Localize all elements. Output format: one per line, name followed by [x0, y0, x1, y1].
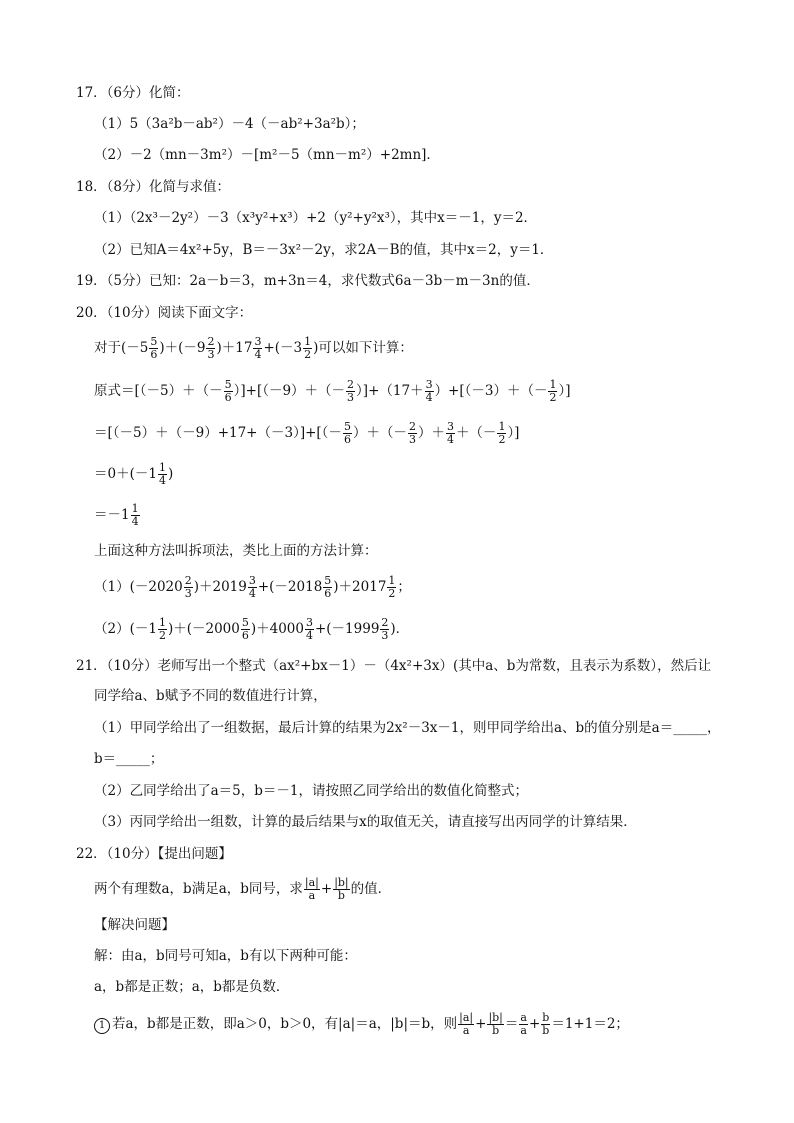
fraction: $\frac{a}{a}$	[520, 1011, 527, 1037]
fraction: $\frac{2}{3}$	[207, 335, 215, 361]
fraction: $\frac{2}{3}$	[408, 420, 416, 446]
fraction: $\frac{5}{6}$	[343, 420, 351, 446]
question-20-step-3: ＝0＋(－1 $\frac{1}{4}$ )	[94, 461, 174, 487]
fraction: $\frac{3}{4}$	[446, 420, 454, 446]
fraction: $\frac{1}{2}$	[549, 378, 557, 404]
question-20-instruction: 上面这种方法叫拆项法，类比上面的方法计算：	[94, 543, 378, 559]
fraction: $\frac{2}{3}$	[381, 616, 389, 642]
question-17-part-1: （1）5（3a²b－ab²）－4（－ab²+3a²b）；	[94, 116, 365, 132]
question-20-part-2: （2）(－1 $\frac{1}{2}$ )＋(－2000 $\frac{5}{6}$ )＋4000 $\frac{3}{4}$ +(－1999 $\frac{2}{3}$ )．	[94, 616, 410, 642]
fraction: $\frac{3}{4}$	[425, 378, 433, 404]
circled-number-1: 1	[94, 1018, 110, 1034]
fraction: $\frac{1}{4}$	[131, 502, 139, 528]
fraction: $\frac{b}{b}$	[542, 1011, 550, 1037]
fraction: $\frac{5}{6}$	[224, 378, 232, 404]
fraction: $\frac{5}{6}$	[241, 616, 249, 642]
question-21-part-3: （3）丙同学给出一组数，计算的最后结果与x的取值无关，请直接写出丙同学的计算结果．	[94, 814, 637, 830]
question-21-intro: 同学给a、b赋予不同的数值进行计算，	[94, 688, 327, 704]
question-18-heading: 18．（8分）化简与求值：	[76, 179, 231, 195]
question-20-step-2: ＝[（－5）＋（－9）+17+（－3）]+[（－ $\frac{5}{6}$ ）＋（－ $\frac{2}{3}$ ）＋ $\frac{3}{4}$ ＋（－ $\frac{1}{2}$ ）]	[94, 420, 520, 446]
question-21-heading: 21．（10分）老师写出一个整式（ax²+bx－1）－（4x²+3x）(其中a、b为常数，且表示为系数），然后让	[76, 658, 712, 674]
fraction: $\frac{5}{6}$	[150, 335, 158, 361]
fraction: $\frac{1}{2}$	[498, 420, 506, 446]
fraction: $\frac{|b|}{b}$	[488, 1011, 503, 1037]
question-22-problem: 两个有理数a，b满足a，b同号，求 $\frac{|a|}{a}$ + $\frac{|b|}{b}$ 的值．	[94, 876, 392, 902]
fraction: $\frac{1}{2}$	[304, 335, 312, 361]
fraction: $\frac{1}{4}$	[158, 461, 166, 487]
question-20-part-1: （1）(－2020 $\frac{2}{3}$ )＋2019 $\frac{3}{4}$ +(－2018 $\frac{5}{6}$ )＋2017 $\frac{1}{2}$ ；	[94, 574, 411, 600]
fraction: $\frac{|b|}{b}$	[334, 876, 349, 902]
fraction: $\frac{2}{3}$	[184, 574, 192, 600]
question-17-heading: 17．（6分）化简：	[76, 85, 190, 101]
question-22-solution-intro: 解：由a，b同号可知a，b有以下两种可能：	[94, 948, 357, 964]
question-22-cases: a，b都是正数；a，b都是负数．	[94, 979, 290, 995]
fraction: $\frac{3}{4}$	[254, 335, 262, 361]
fraction: $\frac{1}{2}$	[388, 574, 396, 600]
fraction: $\frac{1}{2}$	[158, 616, 166, 642]
fraction: $\frac{|a|}{a}$	[304, 876, 319, 902]
question-18-part-1: （1）（2x³－2y²）－3（x³y²+x³）+2（y²+y²x³），其中x＝－1，y＝2．	[94, 210, 538, 226]
question-21-part-2: （2）乙同学给出了a＝5，b＝－1，请按照乙同学给出的数值化简整式；	[94, 783, 528, 799]
question-20-heading: 20．（10分）阅读下面文字：	[76, 305, 253, 321]
question-22-solve-heading: 【解决问题】	[94, 917, 175, 933]
fraction: $\frac{3}{4}$	[248, 574, 256, 600]
question-20-result: ＝－1 $\frac{1}{4}$	[94, 502, 139, 528]
question-17-part-2: （2）－2（mn－3m²）－[m²－5（mn－m²）+2mn]．	[94, 147, 440, 163]
question-20-expression: 对于(－5 $\frac{5}{6}$ )＋(－9 $\frac{2}{3}$ )＋17 $\frac{3}{4}$ +(－3 $\frac{1}{2}$ )可以如下计算：	[94, 335, 413, 361]
question-21-part-1-cont: b＝_____；	[94, 751, 164, 767]
question-19: 19．（5分）已知：2a－b＝3，m+3n＝4，求代数式6a－3b－m－3n的值．	[76, 273, 540, 289]
question-21-part-1: （1）甲同学给出了一组数据，最后计算的结果为2x²－3x－1，则甲同学给出a、b的值分别是a＝_____，	[94, 720, 721, 736]
fraction: $\frac{3}{4}$	[305, 616, 313, 642]
question-20-step-1: 原式＝[（－5）＋（－ $\frac{5}{6}$ ）]+[（－9）＋（－ $\frac{2}{3}$ ）]+（17＋ $\frac{3}{4}$ ）+[（－3）＋（－ $\frac{1}{2}$ ）]	[94, 378, 571, 404]
fraction: $\frac{2}{3}$	[347, 378, 355, 404]
question-22-case-1: 1 若a，b都是正数，即a＞0，b＞0，有|a|＝a，|b|＝b，则 $\frac{|a|}{a}$ + $\frac{|b|}{b}$ ＝ $\frac{a}{a}$ + $\frac{b}{b}$ ＝1+1＝2；	[94, 1012, 629, 1037]
fraction: $\frac{5}{6}$	[324, 574, 332, 600]
question-22-heading: 22．（10分）【提出问题】	[76, 846, 232, 862]
question-18-part-2: （2）已知A＝4x²+5y，B＝－3x²－2y，求2A－B的值，其中x＝2，y＝1．	[94, 242, 554, 258]
fraction: $\frac{|a|}{a}$	[459, 1011, 474, 1037]
